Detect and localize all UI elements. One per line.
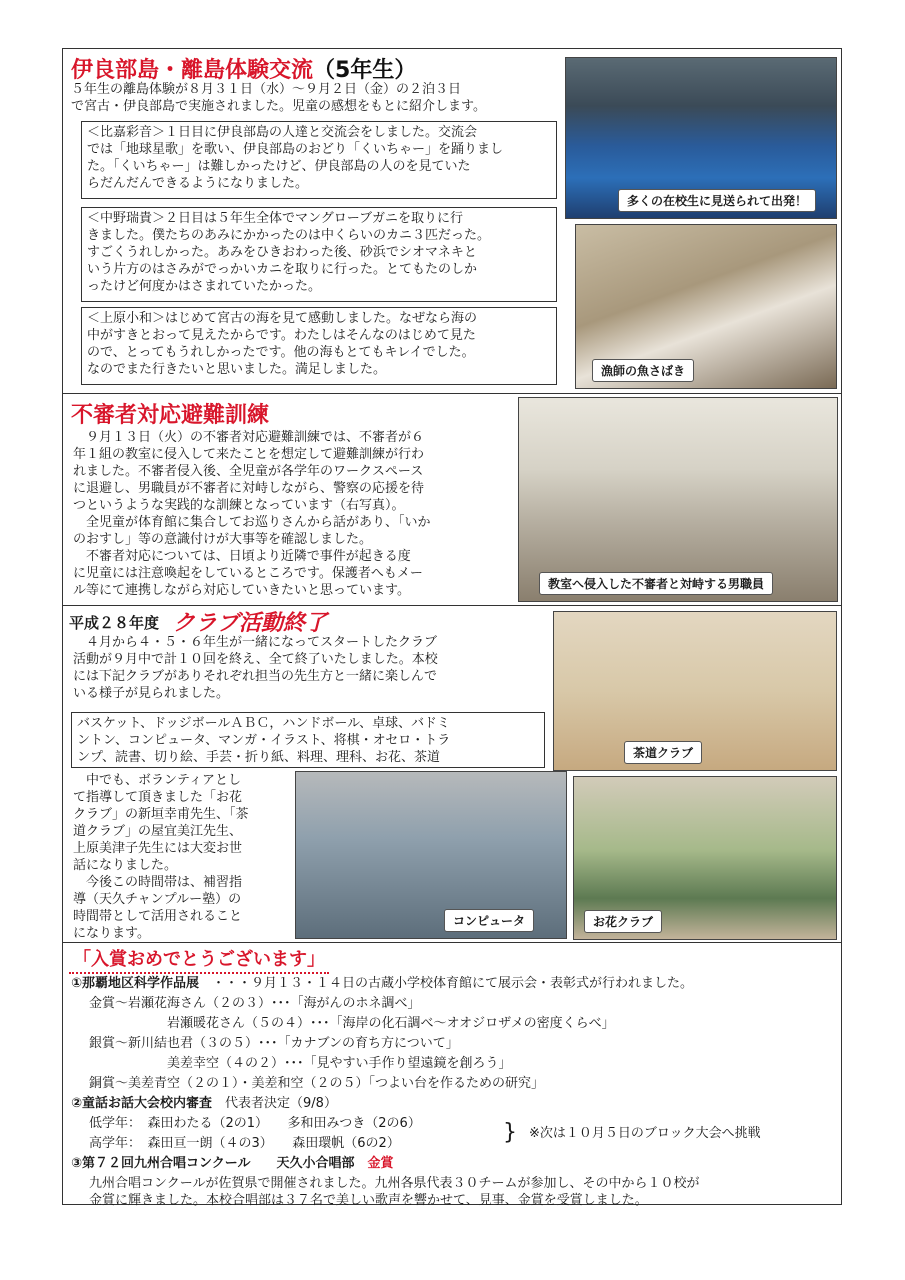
award-line: 美差幸空（４の２）･･･「見やすい手作り望遠鏡を創ろう」 [167, 1056, 512, 1071]
drill-line: 全児童が体育館に集合してお巡りさんから話があり、｢いか [73, 515, 431, 530]
award-line: 九州合唱コンクールが佐賀県で開催されました。九州各県代表３０チームが参加し、その中から１０校が [89, 1176, 700, 1191]
departure-photo [565, 57, 837, 219]
club-list-line: ントン、コンピュータ、マンガ・イラスト、将棋・オセロ・トラ [77, 733, 451, 748]
clubs-line: いる様子が見られました。 [73, 686, 230, 701]
section-drill [63, 394, 841, 606]
item-detail: ・・・９月１３・１４日の古蔵小学校体育館にて展示会・表彰式が行われました。 [212, 976, 694, 991]
award-line: 高学年： 森田亘一朗（４の3） 森田環帆（6の2） [89, 1136, 400, 1151]
drill-line: つというような実践的な訓練となっています（右写真）。 [73, 498, 405, 513]
box-line: いう片方のはさみがでっかいカニを取りに行った。とてもたのしか [87, 262, 478, 277]
box-line: きました。僕たちのあみにかかったのは中くらいのカニ３匹だった。 [87, 228, 491, 243]
photo-caption: お花クラブ [584, 910, 662, 933]
gold-award: 金賞 [367, 1156, 394, 1171]
drill-line: ル等にて連携しながら対応していきたいと思っています。 [73, 583, 410, 598]
impression-box-1 [81, 121, 557, 199]
thanks-line: 今後この時間帯は、補習指 [73, 875, 243, 890]
drill-line: に退避し、男職員が不審者に対峙しながら、警察の応援を待 [73, 481, 425, 496]
brace-glyph: } [503, 1120, 517, 1145]
drill-line: 不審者対応については、日頃より近隣で事件が起きる度 [73, 549, 411, 564]
drill-line: れました。不審者侵入後、全児童が各学年のワークスペース [73, 464, 424, 479]
intro-line-1: ５年生の離島体験が８月３１日（水）～９月２日（金）の２泊３日 [71, 82, 462, 97]
box-line: た。「くいちゃー」は難しかったけど、伊良部島の人のを見ていた [87, 159, 471, 174]
club-list-box [71, 712, 545, 768]
award-item-1 [71, 975, 693, 992]
note-text: ※次は１０月５日のブロック大会へ挑戦 [529, 1126, 761, 1141]
drill-line: に児童には注意喚起をしているところです。保護者へもメー [73, 566, 423, 581]
thanks-line: 話になりました。 [73, 858, 178, 873]
box-line: なのでまた行きたいと思いました。満足しました。 [87, 362, 387, 377]
section-island-exchange [63, 49, 841, 394]
club-list-line: ンプ、読書、切り絵、手芸・折り紙、料理、理科、お花、茶道 [77, 750, 440, 765]
award-line: 低学年： 森田わたる（2の1） 多和田みつき（2の6） [89, 1116, 421, 1131]
photo-caption: 漁師の魚さばき [592, 359, 694, 382]
tea-club-photo [553, 611, 837, 771]
box-line: らだんだんできるようになりました。 [87, 176, 309, 191]
box-line: ので、とってもうれしかったです。他の海もとてもキレイでした。 [87, 345, 475, 360]
drill-line: のおすし」等の意識付けが大事等を確認しました。 [73, 532, 373, 547]
item-detail: 代表者決定（9/8） [225, 1096, 337, 1111]
drill-line: 年１組の教室に侵入して来たことを想定して避難訓練が行わ [73, 447, 425, 462]
award-item-2 [71, 1095, 337, 1112]
box-line: ったけど何度かはさまれていたかった。 [87, 279, 322, 294]
box-line: ＜比嘉彩音＞１日目に伊良部島の人達と交流会をしました。交流会 [87, 125, 478, 140]
thanks-line: 中でも、ボランティアとし [73, 773, 241, 788]
clubs-line: には下記クラブがありそれぞれ担当の先生方と一緒に楽しんで [73, 669, 438, 684]
section-subtitle: 平成２８年度 [69, 614, 160, 632]
award-item-3 [71, 1155, 394, 1172]
thanks-line: になります。 [73, 926, 150, 941]
box-line: 中がすきとおって見えたからです。わたしはそんなのはじめて見た [87, 328, 476, 343]
section-title [71, 53, 416, 84]
thanks-line: 道クラブ」の屋宜美江先生、 [73, 824, 243, 839]
photo-caption: 茶道クラブ [624, 741, 702, 764]
section-title: 「入賞おめでとうございます」 [73, 945, 325, 971]
newsletter-page [62, 48, 842, 1208]
club-list-line: バスケット、ドッジボールＡＢＣ，ハンドボール、卓球、バドミ [77, 716, 450, 731]
clubs-line: 活動が９月中で計１０回を終え、全て終了いたしました。本校 [73, 652, 438, 667]
section-title: クラブ活動終了 [173, 611, 328, 636]
grade-text: （5年生） [313, 58, 417, 83]
drill-line: ９月１３日（火）の不審者対応避難訓練では、不審者が６ [73, 430, 425, 445]
award-line: 金賞に輝きました。本校合唱部は３７名で美しい歌声を響かせて、見事、金賞を受賞しました。 [89, 1193, 648, 1208]
photo-caption: コンピュータ [444, 909, 534, 932]
section-title: 不審者対応避難訓練 [71, 403, 270, 428]
computer-club-photo [295, 771, 567, 939]
impression-box-3 [81, 307, 557, 385]
box-line: すごくうれしかった。あみをひきおわった後、砂浜でシオマネキと [87, 245, 477, 260]
drill-paragraph [73, 429, 523, 599]
title-text: 伊良部島・離島体験交流 [71, 58, 314, 83]
thanks-line: クラブ」の新垣幸甫先生、「茶 [73, 807, 249, 822]
flower-club-photo [573, 776, 837, 940]
section-clubs [63, 606, 841, 943]
thanks-line: 時間帯として活用されること [73, 909, 243, 924]
item-heading: ①那覇地区科学作品展 [71, 976, 200, 991]
award-line: 金賞～岩瀬花海さん（２の３）･･･「海がんのホネ調べ」 [89, 996, 421, 1011]
photo-caption: 教室へ侵入した不審者と対峙する男職員 [539, 572, 773, 595]
thanks-paragraph [73, 772, 293, 942]
thanks-line: 導（天久チャンプルー塾）の [73, 892, 242, 907]
intro-line-2: で宮古・伊良部島で実施されました。児童の感想をもとに紹介します。 [71, 99, 486, 114]
item-heading: ②童話お話大会校内審査 [71, 1096, 213, 1111]
intro-paragraph [71, 81, 566, 115]
award-line: 銀賞～新川結也君（３の５）･･･「カナブンの育ち方について」 [89, 1036, 459, 1051]
box-line: ＜中野瑞貴＞２日目は５年生全体でマングローブガニを取りに行 [87, 211, 463, 226]
clubs-line: ４月から４・５・６年生が一緒になってスタートしたクラブ [73, 635, 438, 650]
thanks-line: 上原美津子先生には大変お世 [73, 841, 243, 856]
drill-photo [518, 397, 838, 602]
item-heading: ③第７２回九州合唱コンクール 天久小合唱部 [71, 1156, 355, 1171]
section-awards [63, 943, 841, 1206]
box-line: ＜上原小和＞はじめて宮古の海を見て感動しました。なぜなら海の [87, 311, 478, 326]
clubs-paragraph [73, 634, 553, 702]
impression-box-2 [81, 207, 557, 302]
photo-caption: 多くの在校生に見送られて出発！ [618, 189, 816, 212]
award-line: 銅賞～美差青空（２の１）・美差和空（２の５）「つよい台を作るための研究」 [89, 1076, 545, 1091]
award-line: 岩瀬暖花さん（５の４）･･･「海岸の化石調べ～オオジロザメの密度くらべ」 [167, 1016, 615, 1031]
thanks-line: て指導して頂きました「お花 [73, 790, 243, 805]
fish-photo [575, 224, 837, 389]
box-line: では「地球星歌」を歌い、伊良部島のおどり「くいちゃー」を踊りまし [87, 142, 504, 157]
